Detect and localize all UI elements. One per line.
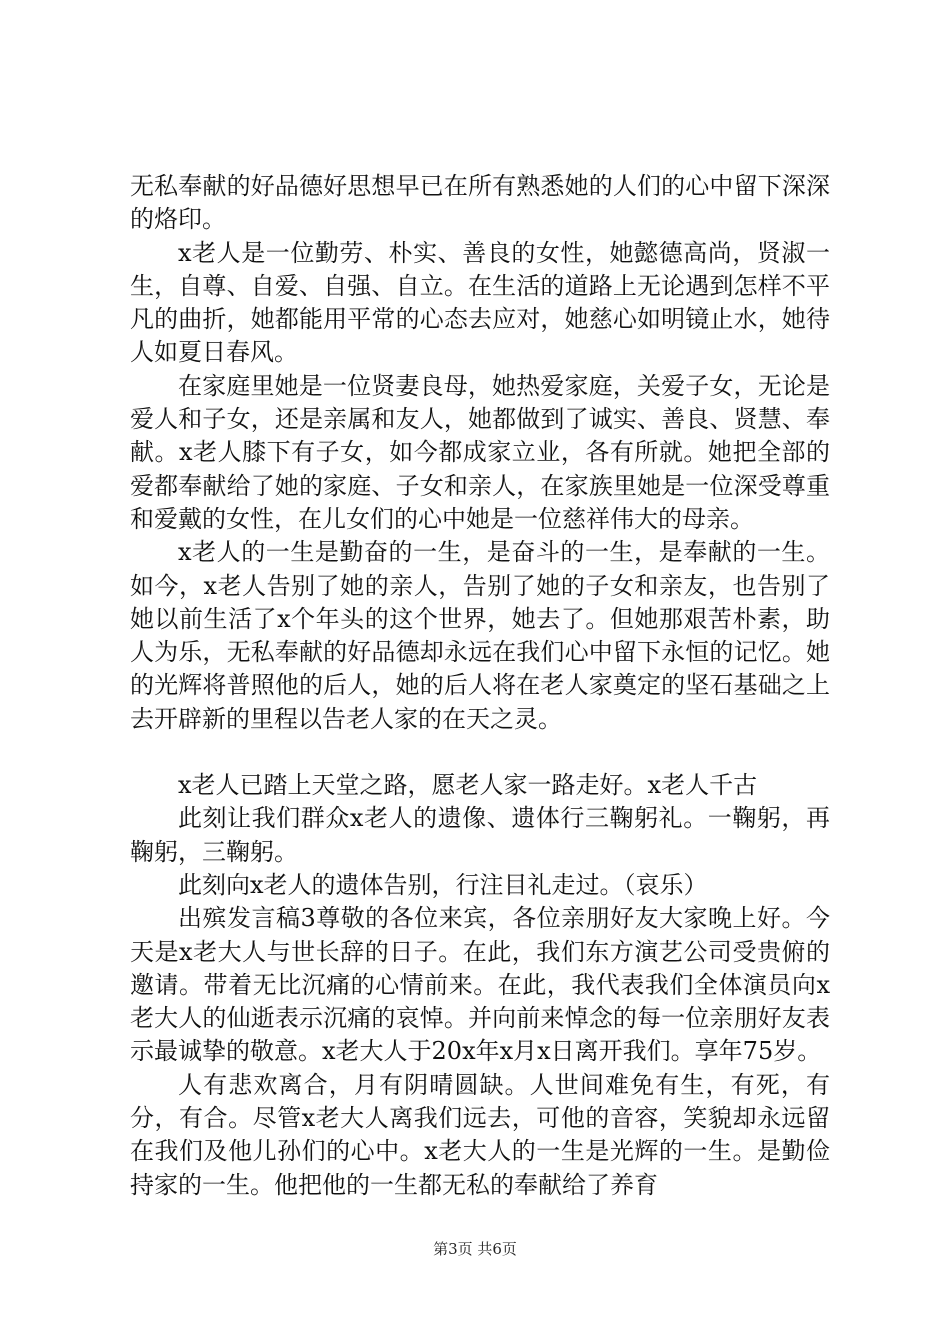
- paragraph-1: 无私奉献的好品德好思想早已在所有熟悉她的人们的心中留下深深的烙印。: [130, 172, 830, 234]
- paragraph-7: 此刻向x老人的遗体告别，行注目礼走过。（哀乐）: [178, 870, 708, 899]
- paragraph-5: x老人已踏上天堂之路，愿老人家一路走好。x老人千古: [178, 771, 758, 800]
- paragraph-4: x老人的一生是勤奋的一生，是奋斗的一生，是奉献的一生。如今，x老人告别了她的亲人，告别了她的子女和亲友，也告别了她以前生活了x个年头的这个世界，她去了。但她那艰苦朴素，助人为乐，无私奉献的好品德却永远在我们心中留下永恒的记忆。她的光辉将普照他的后人，她的后人将在老人家奠定的坚石基础之上去开辟新的里程以告老人家的在天之灵。: [130, 538, 830, 733]
- paragraph-9: 人有悲欢离合，月有阴晴圆缺。人世间难免有生，有死，有分，有合。尽管x老大人离我们远去，可他的音容，笑貌却永远留在我们及他儿孙们的心中。x老大人的一生是光辉的一生。是勤俭持家的一生。他把他的一生都无私的奉献给了养育: [130, 1070, 830, 1199]
- document-body: [130, 170, 830, 1202]
- page-number-footer: 第3页 共6页: [433, 1240, 517, 1258]
- paragraph-8: 出殡发言稿3尊敬的各位来宾，各位亲朋好友大家晚上好。今天是x老大人与世长辞的日子。在此，我们东方演艺公司受贵俯的邀请。带着无比沉痛的心情前来。在此，我代表我们全体演员向x老大人的仙逝表示沉痛的哀悼。并向前来悼念的每一位亲朋好友表示最诚挚的敬意。x老大人于20x年x月x日离开我们。享年75岁。: [130, 904, 830, 1066]
- paragraph-6: 此刻让我们群众x老人的遗像、遗体行三鞠躬礼。一鞠躬，再鞠躬，三鞠躬。: [130, 804, 830, 866]
- paragraph-2: x老人是一位勤劳、朴实、善良的女性，她懿德高尚，贤淑一生，自尊、自爱、自强、自立。在生活的道路上无论遇到怎样不平凡的曲折，她都能用平常的心态去应对，她慈心如明镜止水，她待人如夏日春风。: [130, 238, 830, 367]
- paragraph-3: 在家庭里她是一位贤妻良母，她热爱家庭，关爱子女，无论是爱人和子女，还是亲属和友人，她都做到了诚实、善良、贤慧、奉献。x老人膝下有子女，如今都成家立业，各有所就。她把全部的爱都奉献给了她的家庭、子女和亲人，在家族里她是一位深受尊重和爱戴的女性，在儿女们的心中她是一位慈祥伟大的母亲。: [130, 371, 830, 533]
